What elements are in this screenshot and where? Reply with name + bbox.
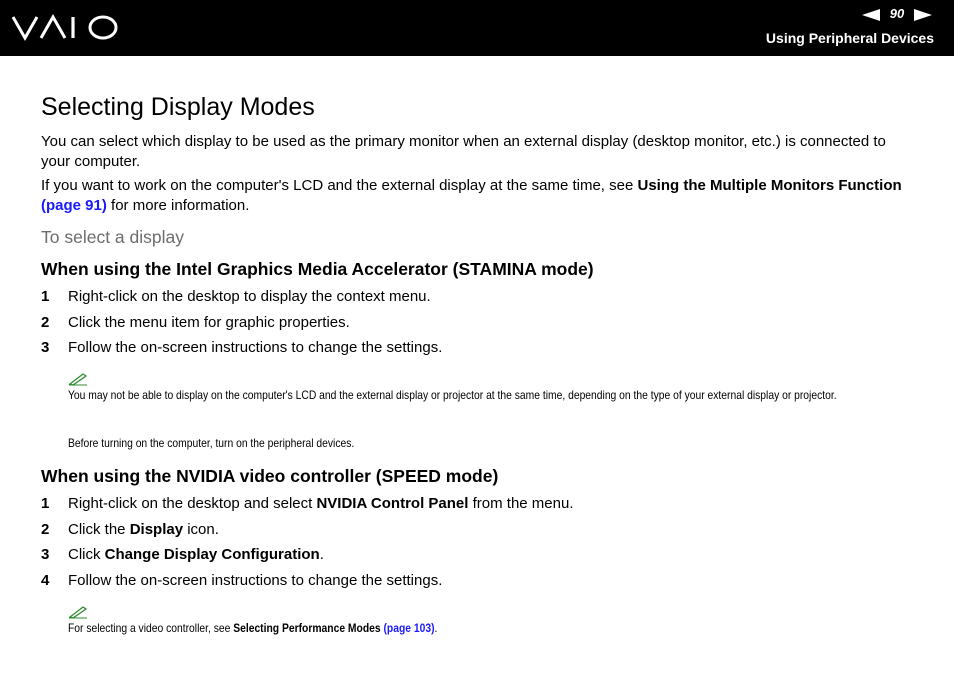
page-title: Selecting Display Modes xyxy=(41,93,315,121)
note-text-after: . xyxy=(434,621,438,635)
page-103-link[interactable]: (page 103) xyxy=(383,621,435,635)
step-text: Click the menu item for graphic properties. xyxy=(68,314,350,331)
multiple-monitors-term: Using the Multiple Monitors Function xyxy=(637,177,902,194)
step-text xyxy=(68,545,324,565)
vaio-logo xyxy=(11,14,121,42)
step-text xyxy=(68,494,573,514)
display-term: Display xyxy=(129,521,184,538)
intro-paragraph: You can select which display to be used as the primary monitor when an external display (desktop monitor, etc.) is connected to your computer. xyxy=(41,133,886,170)
intel-note-2: Before turning on the computer, turn on the peripheral devices. xyxy=(68,436,355,450)
step-text: Follow the on-screen instructions to change the settings. xyxy=(68,339,443,356)
section-title: Using Peripheral Devices xyxy=(765,30,934,46)
step-number: 3 xyxy=(41,339,50,356)
step-text-before: Click xyxy=(68,546,105,563)
nvidia-section-heading: When using the NVIDIA video controller (SPEED mode) xyxy=(41,466,499,486)
step-number: 1 xyxy=(41,288,50,305)
step-number: 4 xyxy=(41,572,50,589)
next-arrow-icon[interactable] xyxy=(914,9,932,21)
prev-arrow-icon[interactable] xyxy=(862,9,880,21)
step-number: 1 xyxy=(41,495,50,512)
para2-tail: for more information. xyxy=(106,197,250,214)
step-text-after: icon. xyxy=(183,521,219,538)
step-text: Follow the on-screen instructions to change the settings. xyxy=(68,572,443,589)
procedure-subheading: To select a display xyxy=(41,227,184,247)
note-pencil-icon xyxy=(68,372,88,386)
step-number: 2 xyxy=(41,314,50,331)
nvidia-control-panel-term: NVIDIA Control Panel xyxy=(316,495,469,512)
intel-section-heading: When using the Intel Graphics Media Accelerator (STAMINA mode) xyxy=(41,259,594,279)
multiple-monitors-paragraph xyxy=(41,176,916,216)
step-text-before: Click the xyxy=(68,521,130,538)
step-text-after: . xyxy=(319,546,324,563)
page-header xyxy=(0,0,954,56)
intel-note-1: You may not be able to display on the computer's LCD and the external display or projector at the same time, depending on the type of your external display or projector. xyxy=(68,388,837,402)
nvidia-note xyxy=(68,619,915,637)
note-text-before: For selecting a video controller, see xyxy=(68,621,234,635)
page-91-link[interactable]: (page 91) xyxy=(41,197,107,214)
step-text-before: Right-click on the desktop and select xyxy=(68,495,317,512)
step-number: 2 xyxy=(41,521,50,538)
step-number: 3 xyxy=(41,546,50,563)
change-display-configuration-term: Change Display Configuration xyxy=(104,546,320,563)
note-pencil-icon xyxy=(68,605,88,619)
para2-text: If you want to work on the computer's LCD and the external display at the same time, see xyxy=(41,177,638,194)
step-text-after: from the menu. xyxy=(468,495,574,512)
selecting-performance-modes-term: Selecting Performance Modes xyxy=(233,621,381,635)
step-text xyxy=(68,520,219,540)
page-number: 90 xyxy=(889,6,905,21)
step-text: Right-click on the desktop to display the context menu. xyxy=(68,288,431,305)
